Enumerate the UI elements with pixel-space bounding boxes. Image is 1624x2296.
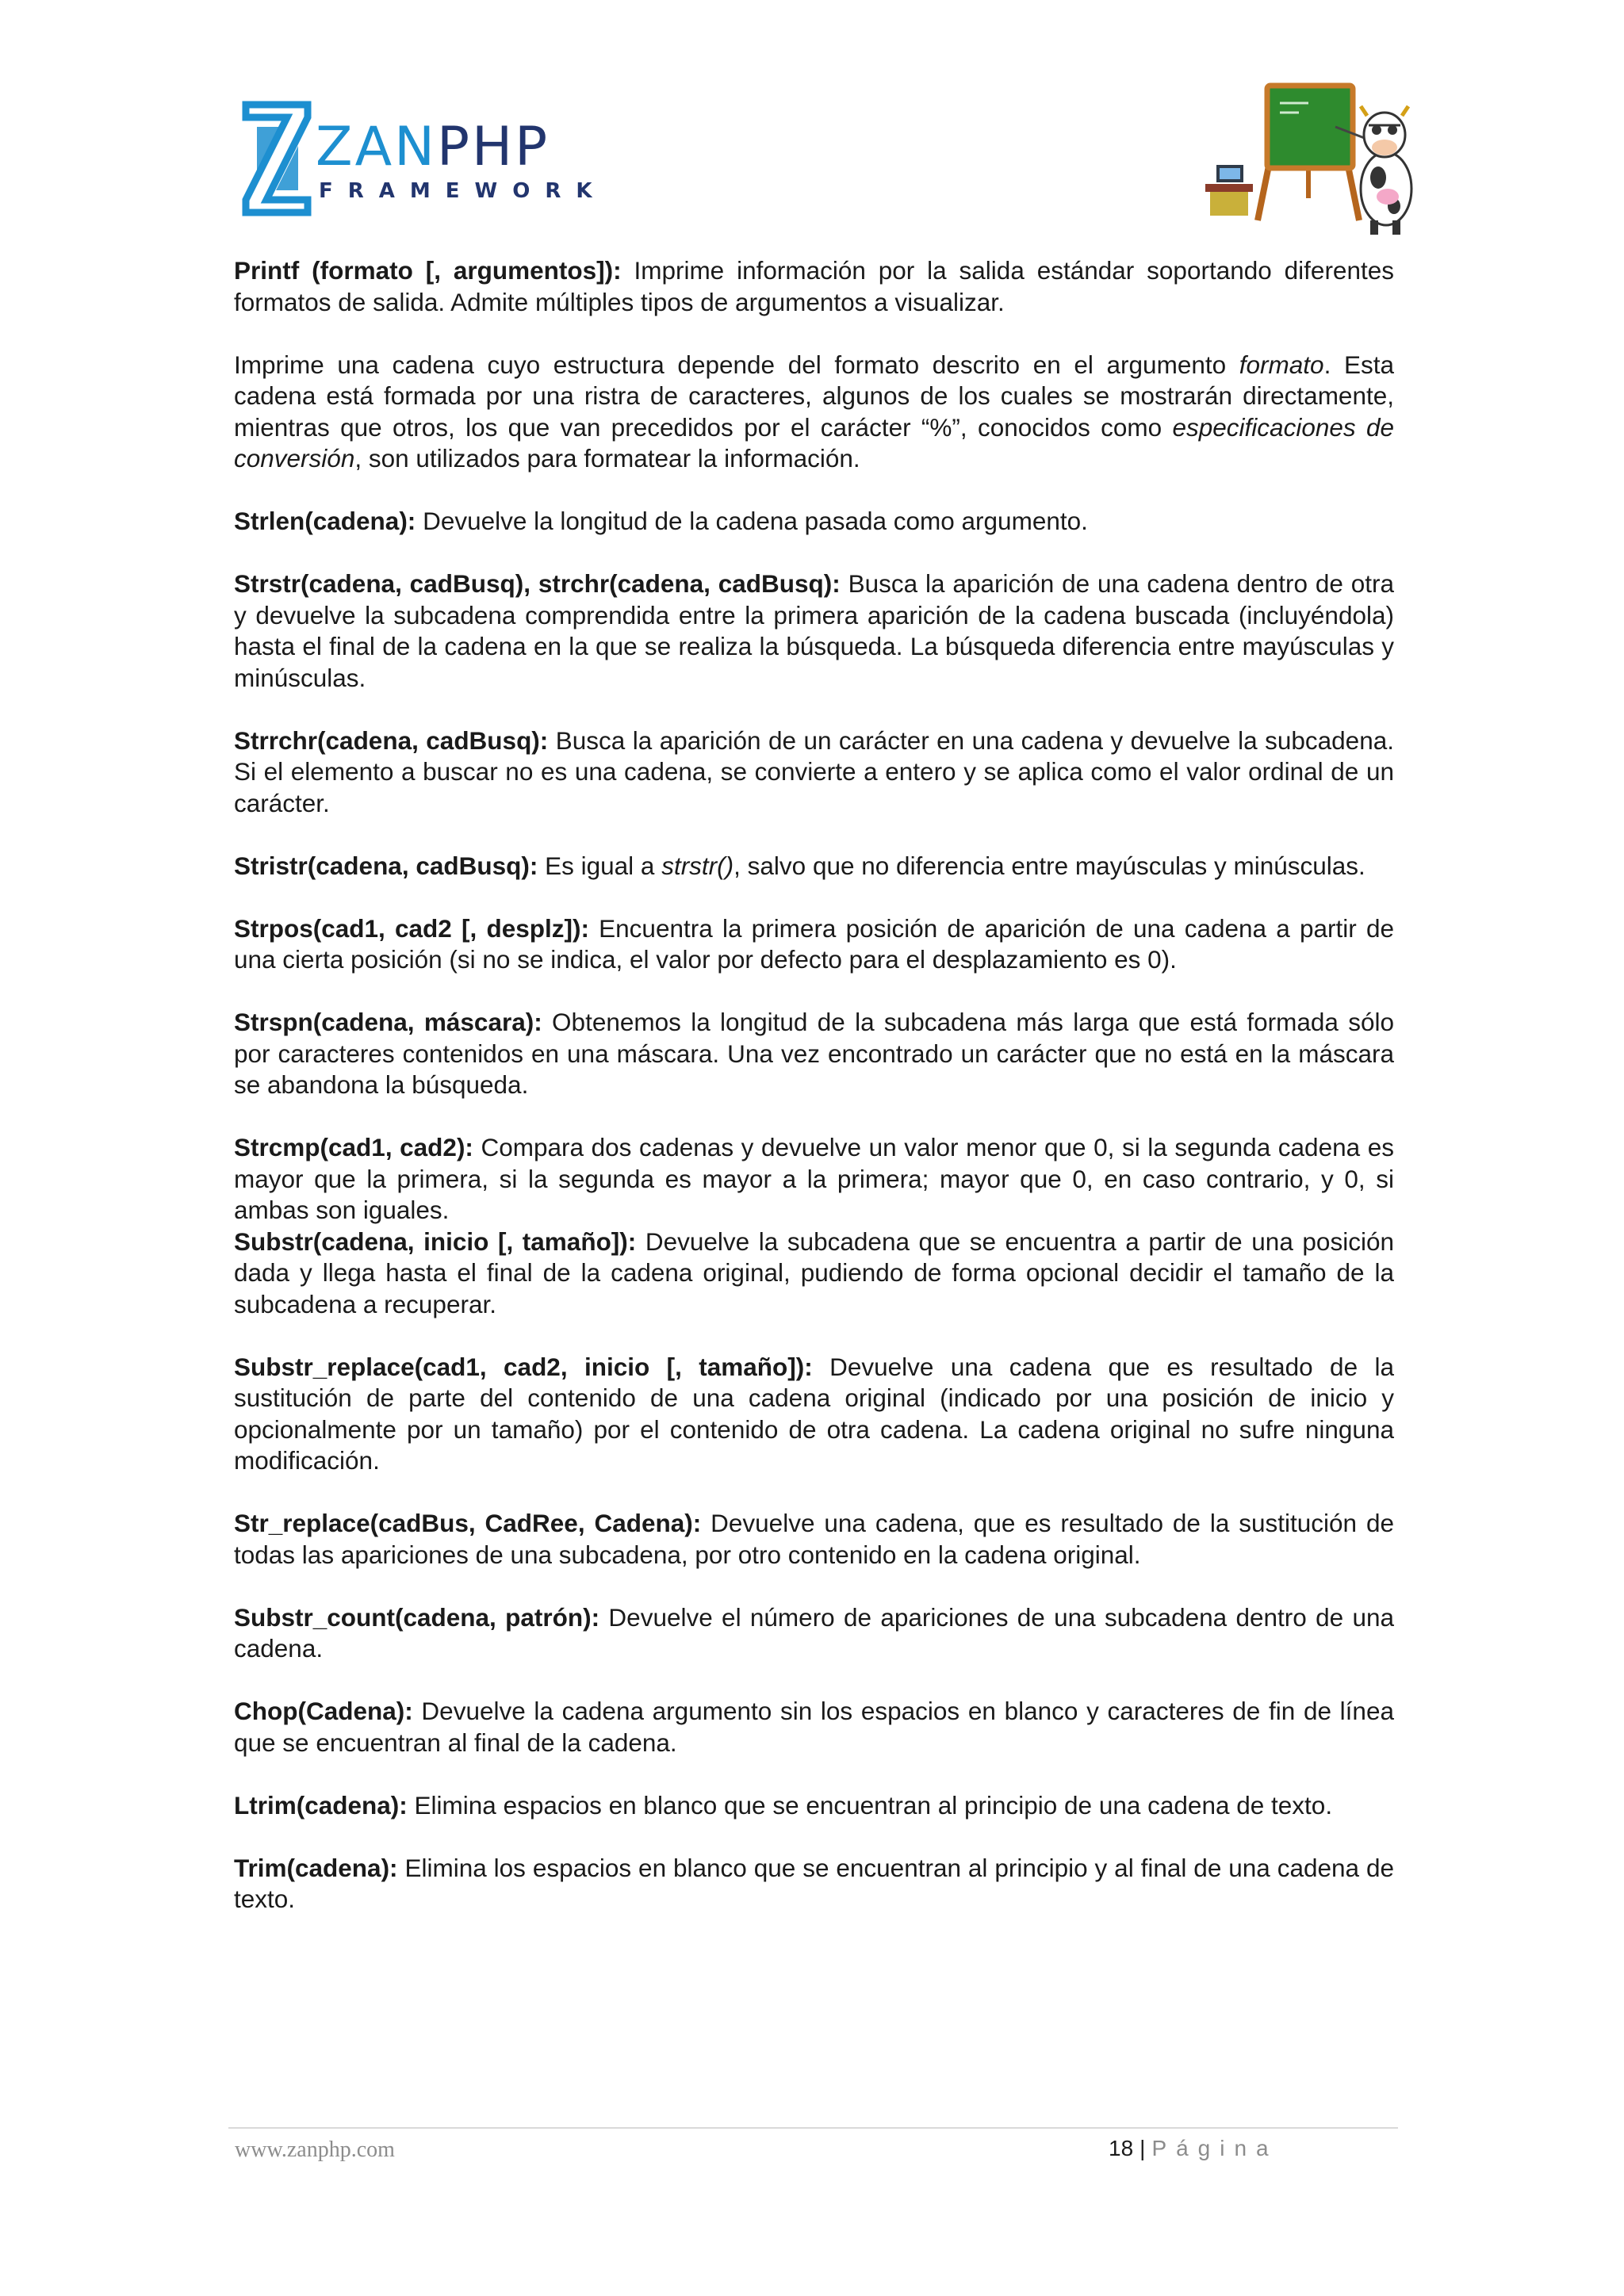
function-term: Strpos(cad1, cad2 [, desplz]): [234, 913, 589, 943]
function-term: Strspn(cadena, máscara): [234, 1008, 542, 1036]
paragraph-stristr [234, 851, 1394, 882]
paragraph-chop [234, 1696, 1394, 1758]
paragraph-strcmp [234, 1132, 1394, 1226]
italic-term: formato [1239, 350, 1324, 379]
function-description: , salvo que no diferencia entre mayúsculas y minúsculas. [733, 851, 1365, 880]
function-description: Encuentra la primera posición de aparición de una cadena a partir de una cierta posición (si no se indica, el valor por defecto para el desplazamiento es 0). [234, 913, 1394, 974]
cow-teacher-icon [1189, 79, 1419, 238]
function-description: Imprime información por la salida estándar soportando diferentes formatos de salida. Admite múltiples tipos de argumentos a visualizar. [234, 256, 1394, 316]
function-description: Busca la aparición de un carácter en una cadena y devuelve la subcadena. Si el elemento a buscar no es una cadena, se convierte a entero y se aplica como el valor ordinal de un carácter. [234, 725, 1394, 817]
function-term: Substr_count(cadena, patrón): [234, 1602, 600, 1632]
paragraph-substr [234, 1226, 1394, 1321]
footer-page-number [1109, 2136, 1278, 2161]
page-word: Página [1151, 2136, 1278, 2160]
paragraph-ltrim [234, 1790, 1394, 1822]
function-term: Substr(cadena, inicio [, tamaño]): [234, 1226, 637, 1256]
function-term: Strstr(cadena, cadBusq), strchr(cadena, cadBusq): [234, 569, 841, 598]
logo-wordmark [316, 116, 550, 178]
footer-url: www.zanphp.com [235, 2137, 395, 2162]
paragraph-strstr [234, 568, 1394, 694]
function-term: Ltrim(cadena): [234, 1790, 408, 1820]
function-description: Devuelve la cadena argumento sin los espacios en blanco y caracteres de fin de línea que se encuentran al final de la cadena. [234, 1697, 1394, 1757]
page-separator: | [1139, 2136, 1146, 2160]
paragraph-substr-count [234, 1602, 1394, 1665]
document-body [234, 255, 1394, 1946]
function-term: Str_replace(cadBus, CadRee, Cadena): [234, 1509, 702, 1537]
logo-word-php: PHP [436, 116, 550, 178]
footer-divider [228, 2127, 1398, 2129]
italic-term: strstr() [661, 851, 734, 880]
italic-term: especificaciones de conversión [234, 412, 1394, 473]
logo-subtitle: FRAMEWORK [319, 179, 607, 203]
paragraph-strrchr [234, 725, 1394, 820]
function-description: Elimina los espacios en blanco que se encuentran al principio y al final de una cadena de texto. [234, 1853, 1394, 1913]
function-term: Substr_replace(cad1, cad2, inicio [, tamaño]): [234, 1352, 813, 1381]
paragraph-printf-detail [234, 350, 1394, 475]
function-term: Chop(Cadena): [234, 1697, 413, 1725]
text-run: Imprime una cadena cuyo estructura depende del formato descrito en el argumento [234, 350, 1239, 379]
function-description: Devuelve una cadena, que es resultado de la sustitución de todas las apariciones de una subcadena, por otro contenido en la cadena original. [234, 1509, 1394, 1569]
paragraph-strspn [234, 1007, 1394, 1101]
z-logo-icon [239, 100, 316, 219]
function-description: Elimina espacios en blanco que se encuentran al principio de una cadena de texto. [407, 1790, 1333, 1820]
function-description: Devuelve la longitud de la cadena pasada como argumento. [416, 507, 1088, 535]
function-description: Busca la aparición de una cadena dentro de otra y devuelve la subcadena comprendida entre la primera aparición de la cadena buscada (incluyéndola) hasta el final de la cadena en la que se realiza la búsqueda. La búsqueda diferencia entre mayúsculas y minúsculas. [234, 569, 1394, 692]
function-description: Obtenemos la longitud de la subcadena más larga que está formada sólo por caracteres contenidos en una máscara. Una vez encontrado un carácter que no está en la máscara se abandona la búsqueda. [234, 1008, 1394, 1099]
zanphp-logo [239, 100, 607, 219]
function-description: Devuelve una cadena que es resultado de la sustitución de parte del contenido de una cadena original (indicado por una posición de inicio y opcionalmente por un tamaño) por el contenido de otra cadena. La cadena original no sufre ninguna modificación. [234, 1352, 1394, 1475]
function-term: Strrchr(cadena, cadBusq): [234, 725, 549, 755]
function-term: Strcmp(cad1, cad2): [234, 1133, 473, 1161]
function-term: Trim(cadena): [234, 1853, 398, 1882]
paragraph-trim [234, 1853, 1394, 1915]
function-description: Es igual a [538, 851, 662, 880]
paragraph-str-replace [234, 1508, 1394, 1571]
function-term: Stristr(cadena, cadBusq): [234, 851, 538, 880]
text-run: , son utilizados para formatear la información. [354, 444, 860, 473]
function-term: Strlen(cadena): [234, 507, 416, 535]
paragraph-substr-replace [234, 1352, 1394, 1477]
function-description: Devuelve el número de apariciones de una subcadena dentro de una cadena. [234, 1602, 1394, 1663]
function-description: Compara dos cadenas y devuelve un valor menor que 0, si la segunda cadena es mayor que la primera, si la segunda es mayor a la primera; mayor que 0, en caso contrario, y 0, si ambas son iguales. [234, 1133, 1394, 1224]
function-term: Printf (formato [, argumentos]): [234, 256, 622, 285]
text-run: . Esta cadena está formada por una ristra de caracteres, algunos de los cuales se mostrarán directamente, mientras que otros, los que van precedidos por el carácter “%”, conocidos como [234, 350, 1394, 442]
paragraph-strlen [234, 506, 1394, 538]
page-number: 18 [1109, 2136, 1134, 2160]
function-description: Devuelve la subcadena que se encuentra a partir de una posición dada y llega hasta el final de la cadena original, pudiendo de forma opcional decidir el tamaño de la subcadena a recuperar. [234, 1226, 1394, 1318]
paragraph-strpos [234, 913, 1394, 976]
logo-word-zan: ZAN [316, 116, 437, 178]
paragraph-printf [234, 255, 1394, 318]
